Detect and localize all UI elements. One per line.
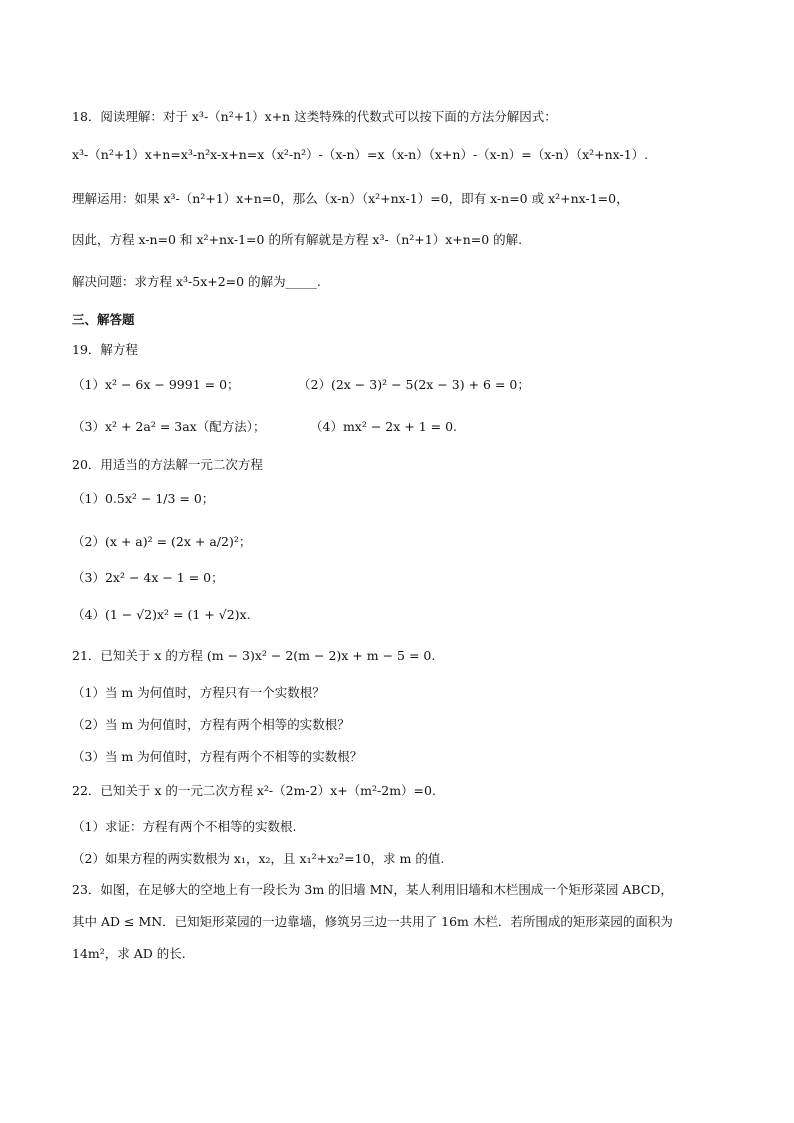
q18-conclusion: 因此，方程 x-n=0 和 x²+nx-1=0 的所有解就是方程 x³-（n²+1）x+n=0 的解. — [72, 232, 523, 247]
q19-part-4: （4）mx² − 2x + 1 = 0. — [310, 419, 458, 434]
q21-part-2: （2）当 m 为何值时，方程有两个相等的实数根？ — [72, 717, 350, 732]
q18-application: 理解运用：如果 x³-（n²+1）x+n=0，那么（x-n）（x²+nx-1）=0，即有 x-n=0 或 x²+nx-1=0， — [72, 191, 629, 206]
q22-part-1: （1）求证：方程有两个不相等的实数根. — [72, 819, 297, 834]
q19-title: 19．解方程 — [72, 342, 138, 357]
q20-part-4: （4）(1 − √2)x² = (1 + √2)x. — [72, 607, 251, 622]
q23-line-1: 23．如图，在足够大的空地上有一段长为 3m 的旧墙 MN，某人利用旧墙和木栏围成一个矩形菜园 ABCD， — [72, 882, 673, 897]
q20-part-3: （3）2x² − 4x − 1 = 0； — [72, 570, 224, 585]
q19-part-3: （3）x² + 2a² = 3ax（配方法）； — [72, 419, 266, 434]
q21-part-3: （3）当 m 为何值时，方程有两个不相等的实数根？ — [72, 749, 363, 764]
q18-intro: 18．阅读理解：对于 x³-（n²+1）x+n 这类特殊的代数式可以按下面的方法分解因式： — [72, 109, 557, 124]
q23-line-2: 其中 AD ≤ MN．已知矩形菜园的一边靠墙，修筑另三边一共用了 16m 木栏．若所围成的矩形菜园的面积为 — [72, 914, 673, 929]
q21-part-1: （1）当 m 为何值时，方程只有一个实数根？ — [72, 685, 325, 700]
q23-line-3: 14m²，求 AD 的长. — [72, 946, 186, 961]
q18-problem: 解决问题：求方程 x³-5x+2=0 的解为_____. — [72, 274, 321, 289]
section-heading: 三、解答题 — [72, 312, 135, 327]
q18-factorization: x³-（n²+1）x+n=x³-n²x-x+n=x（x²-n²）-（x-n）=x（x-n）（x+n）-（x-n）=（x-n）（x²+nx-1）. — [72, 147, 649, 162]
q22-part-2: （2）如果方程的两实数根为 x₁，x₂，且 x₁²+x₂²=10，求 m 的值. — [72, 851, 445, 866]
q21-title: 21．已知关于 x 的方程 (m − 3)x² − 2(m − 2)x + m − 5 = 0. — [72, 648, 436, 663]
q20-part-1: （1）0.5x² − 1/3 = 0； — [72, 491, 215, 506]
q19-part-2: （2）(2x − 3)² − 5(2x − 3) + 6 = 0； — [298, 377, 530, 392]
q22-title: 22．已知关于 x 的一元二次方程 x²-（2m-2）x+（m²-2m）=0. — [72, 783, 436, 798]
q20-title: 20．用适当的方法解一元二次方程 — [72, 457, 263, 472]
q19-part-1: （1）x² − 6x − 9991 = 0； — [72, 377, 240, 392]
q20-part-2: （2）(x + a)² = (2x + a/2)²； — [72, 534, 252, 549]
